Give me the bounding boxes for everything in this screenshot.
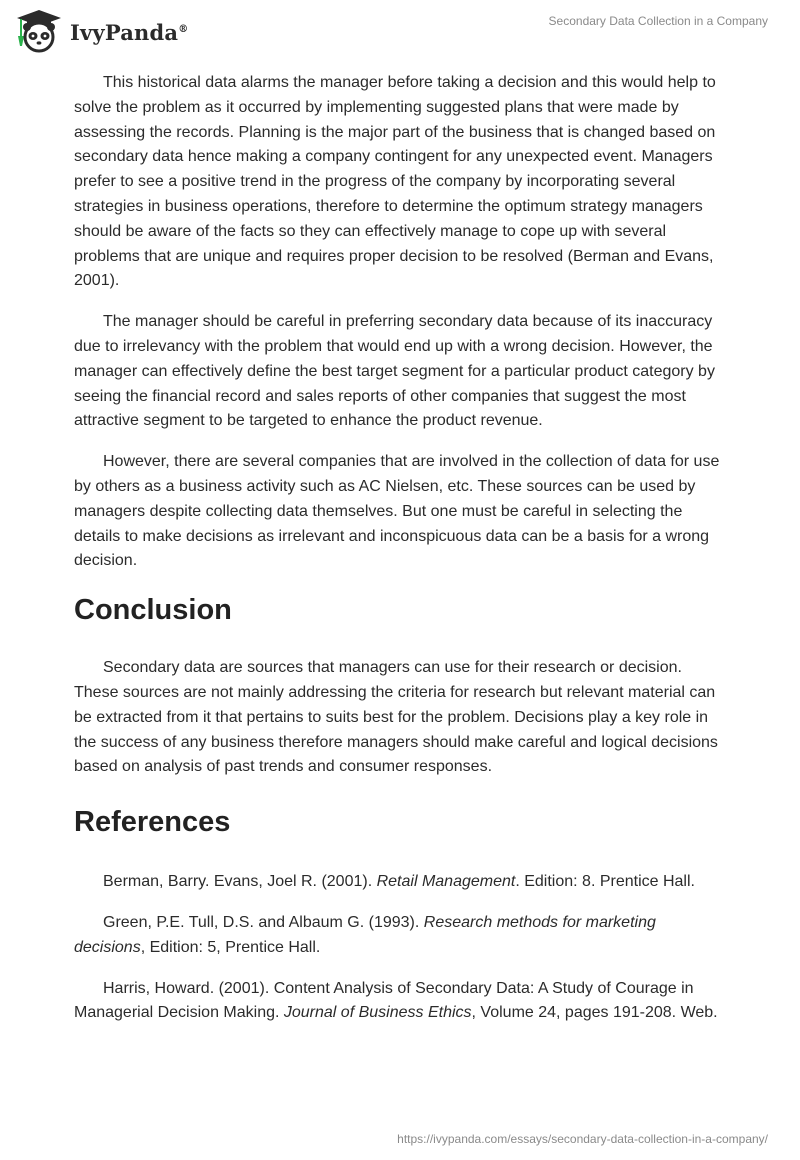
page-header xyxy=(0,0,800,60)
reference-item: Berman, Barry. Evans, Joel R. (2001). Retail Management. Edition: 8. Prentice Hall. xyxy=(103,873,695,891)
body-paragraph-2: The manager should be careful in preferring secondary data because of its inaccuracy due to irrelevancy with the problem that would end up with a wrong decision. However, the manager can effectively define the best target segment for a particular product category by seeing the financial record and sales reports of other companies that suggest the most attractive segment to be targeted to enhance the product revenue. xyxy=(74,313,715,430)
conclusion-heading: Conclusion xyxy=(74,594,232,627)
reference-item: Harris, Howard. (2001). Content Analysis of Secondary Data: A Study of Courage in Managerial Decision Making. Journal of Business Ethics, Volume 24, pages 191-208. Web. xyxy=(74,979,718,1022)
brand-name: IvyPanda® xyxy=(70,19,189,45)
ivypanda-logo[interactable] xyxy=(14,8,188,54)
source-url[interactable]: https://ivypanda.com/essays/secondary-data-collection-in-a-company/ xyxy=(397,1132,768,1146)
document-title: Secondary Data Collection in a Company xyxy=(548,14,768,28)
conclusion-paragraph: Secondary data are sources that managers can use for their research or decision. These sources are not mainly addressing the criteria for research but relevant material can be extracted from it that pertains to suits best for the problem. Decisions play a key role in the success of any business therefore managers should make careful and logical decisions based on analysis of past trends and consumer responses. xyxy=(74,659,718,776)
references-heading: References xyxy=(74,806,231,839)
body-paragraph-1: This historical data alarms the manager before taking a decision and this would help to solve the problem as it occurred by implementing suggested plans that were made by assessing the records. Planning is the major part of the business that is changed based on secondary data hence making a company contingent for any unexpected event. Managers prefer to see a positive trend in the progress of the company by incorporating several strategies in business operations, therefore to determine the optimum strategy managers should be aware of the facts so they can effectively manage to cope up with several problems that are unique and requires proper decision to be resolved (Berman and Evans, 2001). xyxy=(74,74,716,290)
reference-item: Green, P.E. Tull, D.S. and Albaum G. (1993). Research methods for marketing decisions, Edition: 5, Prentice Hall. xyxy=(74,913,656,956)
essay-content xyxy=(74,71,728,1042)
panda-graduate-icon xyxy=(14,8,64,54)
body-paragraph-3: However, there are several companies that are involved in the collection of data for use by others as a business activity such as AC Nielsen, etc. These sources can be used by managers despite collecting data themselves. But one must be careful in selecting the details to make decisions as irrelevant and inconspicuous data can be a basis for a wrong decision. xyxy=(74,453,720,570)
